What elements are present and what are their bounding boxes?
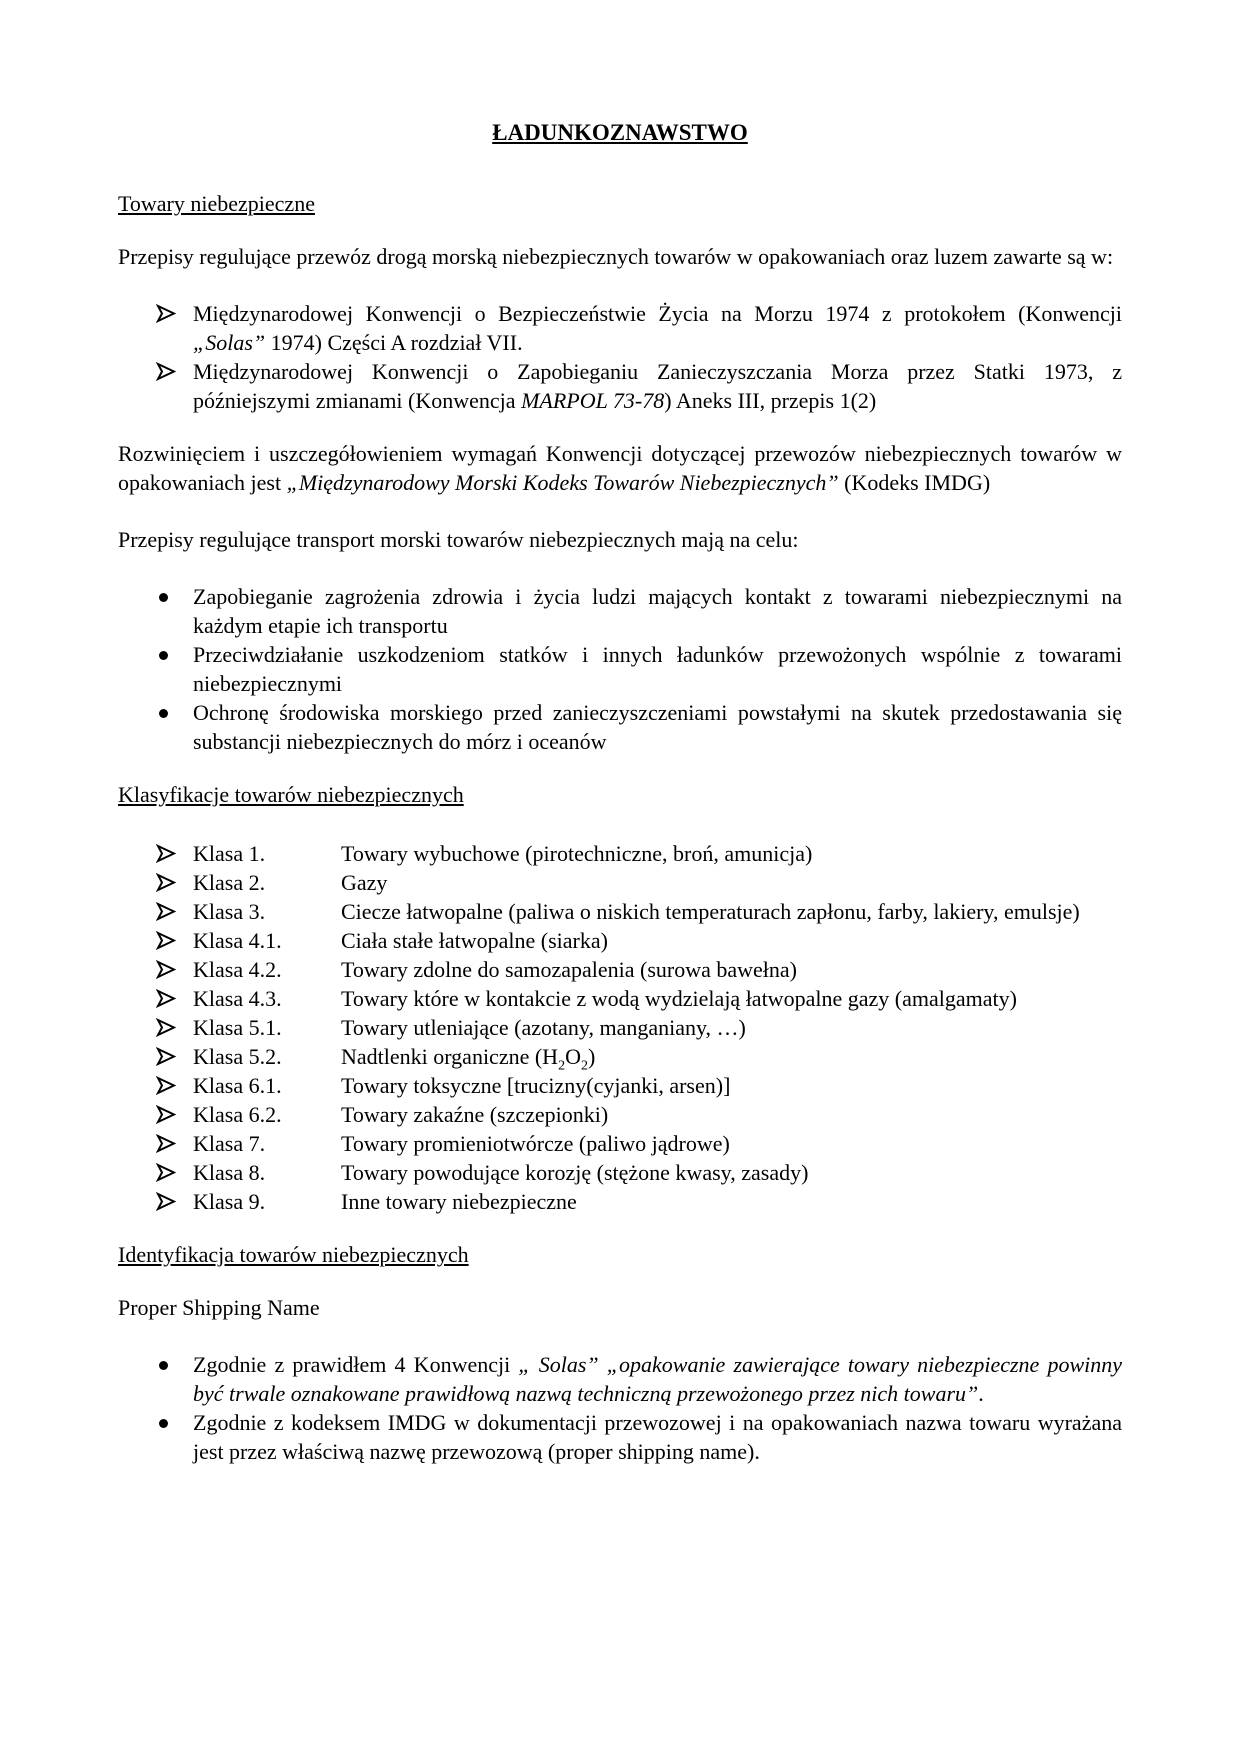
section-heading-dangerous-goods: Towary niebezpieczne xyxy=(118,191,315,216)
arrow-bullet-icon xyxy=(156,1129,176,1158)
psn-list xyxy=(118,1350,1122,1466)
arrow-bullet-icon xyxy=(156,926,176,955)
list-item: Zapobieganie zagrożenia zdrowia i życia ludzi mających kontakt z towarami niebezpiecznymi na każdym etapie ich transportu xyxy=(118,582,1122,640)
bullet-dot-icon xyxy=(159,1419,168,1428)
arrow-bullet-icon xyxy=(156,955,176,984)
bullet-dot-icon xyxy=(159,1361,168,1370)
document-page xyxy=(118,108,1122,1466)
arrow-bullet-icon xyxy=(156,868,176,897)
arrow-bullet-icon xyxy=(156,984,176,1013)
section-heading-classification: Klasyfikacje towarów niebezpiecznych xyxy=(118,782,464,807)
section-heading-identification: Identyfikacja towarów niebezpiecznych xyxy=(118,1242,469,1267)
class-row: Klasa 7. Towary promieniotwórcze (paliwo jądrowe) xyxy=(118,1129,1122,1158)
class-row: Klasa 9. Inne towary niebezpieczne xyxy=(118,1187,1122,1216)
class-row: Klasa 8. Towary powodujące korozję (stężone kwasy, zasady) xyxy=(118,1158,1122,1187)
class-row: Klasa 6.1. Towary toksyczne [trucizny(cyjanki, arsen)] xyxy=(118,1071,1122,1100)
conventions-list xyxy=(118,299,1122,415)
goals-intro: Przepisy regulujące transport morski towarów niebezpiecznych mają na celu: xyxy=(118,527,799,552)
list-item: Zgodnie z prawidłem 4 Konwencji „ Solas” „opakowanie zawierające towary niebezpieczne powinny być trwale oznakowane prawidłową nazwą techniczną przewożonego przez nich towaru”. xyxy=(118,1350,1122,1408)
arrow-bullet-icon xyxy=(156,1042,176,1071)
arrow-bullet-icon xyxy=(156,1158,176,1187)
list-item: Przeciwdziałanie uszkodzeniom statków i innych ładunków przewożonych wspólnie z towarami niebezpiecznymi xyxy=(118,640,1122,698)
arrow-bullet-icon xyxy=(156,357,176,386)
arrow-bullet-icon xyxy=(156,1013,176,1042)
class-row: Klasa 6.2. Towary zakaźne (szczepionki) xyxy=(118,1100,1122,1129)
arrow-bullet-icon xyxy=(156,1071,176,1100)
list-item: Międzynarodowej Konwencji o Bezpieczeństwie Życia na Morzu 1974 z protokołem (Konwencji „Solas” 1974) Części A rozdział VII. xyxy=(118,299,1122,357)
classes-list xyxy=(118,839,1122,1216)
psn-heading: Proper Shipping Name xyxy=(118,1295,320,1320)
class-row: Klasa 5.1. Towary utleniające (azotany, manganiany, …) xyxy=(118,1013,1122,1042)
list-item: Międzynarodowej Konwencji o Zapobieganiu Zanieczyszczania Morza przez Statki 1973, z późniejszymi zmianami (Konwencja MARPOL 73-78) Aneks III, przepis 1(2) xyxy=(118,357,1122,415)
class-row: Klasa 3. Ciecze łatwopalne (paliwa o niskich temperaturach zapłonu, farby, lakiery, emulsje) xyxy=(118,897,1122,926)
document-title: ŁADUNKOZNAWSTWO xyxy=(492,120,748,145)
goals-list xyxy=(118,582,1122,756)
imdg-paragraph: Rozwinięciem i uszczegółowieniem wymagań Konwencji dotyczącej przewozów niebezpiecznych towarów w opakowaniach jest „Międzynarodowy Morski Kodeks Towarów Niebezpiecznych” (Kodeks IMDG) xyxy=(118,441,1122,495)
intro-paragraph: Przepisy regulujące przewóz drogą morską niebezpiecznych towarów w opakowaniach oraz luzem zawarte są w: xyxy=(118,244,1114,269)
arrow-bullet-icon xyxy=(156,1187,176,1216)
list-item: Zgodnie z kodeksem IMDG w dokumentacji przewozowej i na opakowaniach nazwa towaru wyrażana jest przez właściwą nazwę przewozową (proper shipping name). xyxy=(118,1408,1122,1466)
bullet-dot-icon xyxy=(159,709,168,718)
class-row: Klasa 4.1. Ciała stałe łatwopalne (siarka) xyxy=(118,926,1122,955)
class-row: Klasa 4.3. Towary które w kontakcie z wodą wydzielają łatwopalne gazy (amalgamaty) xyxy=(118,984,1122,1013)
list-item: Ochronę środowiska morskiego przed zanieczyszczeniami powstałymi na skutek przedostawania się substancji niebezpiecznych do mórz i oceanów xyxy=(118,698,1122,756)
class-row: Klasa 2. Gazy xyxy=(118,868,1122,897)
arrow-bullet-icon xyxy=(156,1100,176,1129)
bullet-dot-icon xyxy=(159,593,168,602)
arrow-bullet-icon xyxy=(156,897,176,926)
arrow-bullet-icon xyxy=(156,299,176,328)
bullet-dot-icon xyxy=(159,651,168,660)
arrow-bullet-icon xyxy=(156,839,176,868)
class-row: Klasa 5.2. Nadtlenki organiczne $(H_2O_2)$ xyxy=(118,1042,1122,1071)
class-row: Klasa 4.2. Towary zdolne do samozapalenia (surowa bawełna) xyxy=(118,955,1122,984)
class-row: Klasa 1. Towary wybuchowe (pirotechniczne, broń, amunicja) xyxy=(118,839,1122,868)
